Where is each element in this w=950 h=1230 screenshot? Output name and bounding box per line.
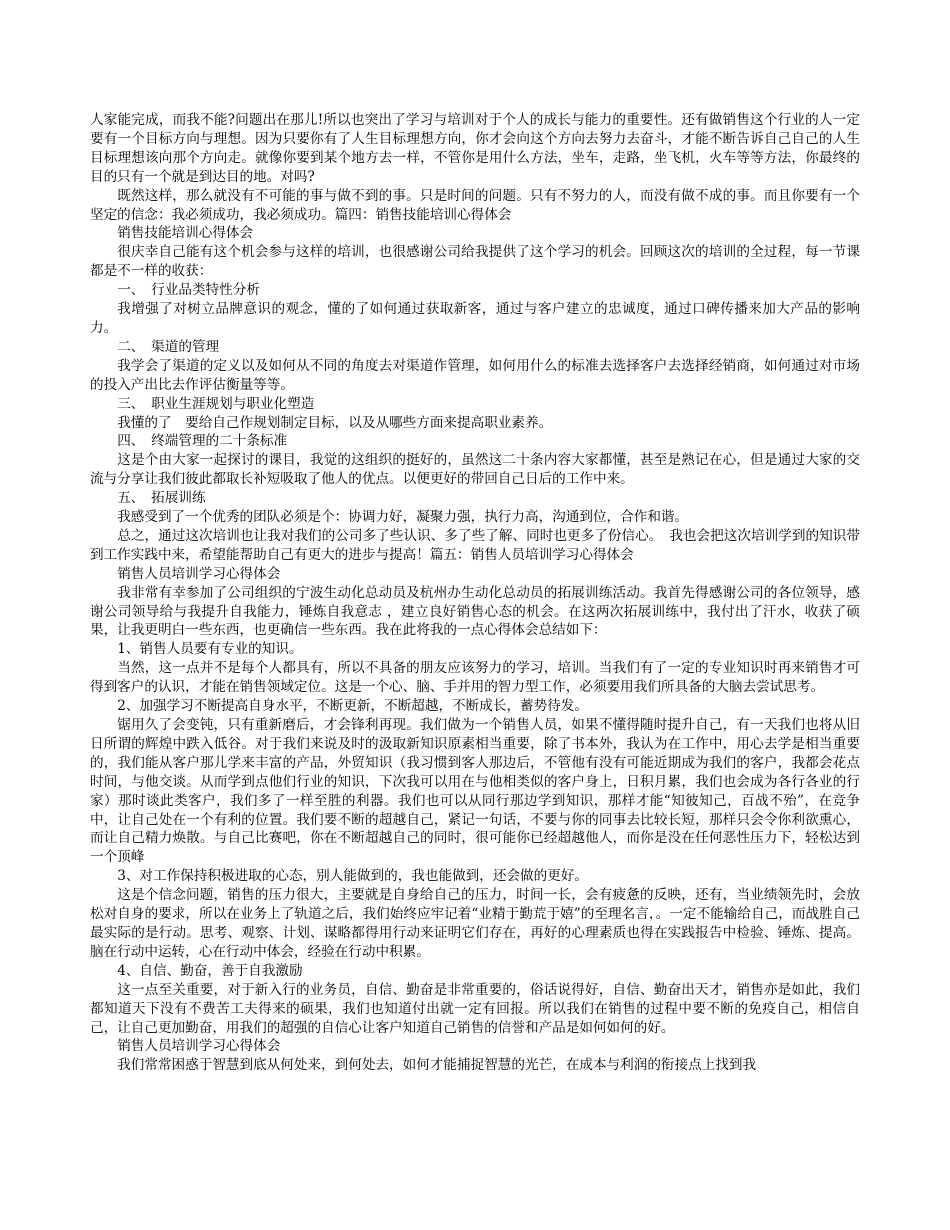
paragraph: 我感受到了一个优秀的团队必须是个：协调力好，凝聚力强，执行力高，沟通到位，合作和谐。 <box>117 509 689 526</box>
paragraph: 这是个由大家一起探讨的课目，我觉的这组织的挺好的，虽然这二十条内容大家都懂，甚至是熟记在心，但是通过大家的交流与分享让我们彼此都取长补短吸取了他人的优点。以便更好的带回自己日后的工作中来。 <box>90 452 860 488</box>
paragraph: 我非常有幸参加了公司组织的宁波生动化总动员及杭州办生动化总动员的拓展训练活动。我首先得感谢公司的各位领导，感谢公司领导给与我提升自我能力，锤炼自我意志 ，建立良好销售心态的机会。在这两次拓展训练中，我付出了汗水，收获了硕果，让我更明白一些东西，也更确信一些东西。我在此将我的一点心得体会总结如下： <box>90 584 860 639</box>
paragraph: 2、加强学习不断提高自身水平，不断更新，不断超越，不断成长，蓄势待发。 <box>117 698 589 715</box>
paragraph: 锯用久了会变钝，只有重新磨后，才会锋利再现。我们做为一个销售人员，如果不懂得随时提升自己，有一天我们也将从旧日所谓的辉煌中跌入低谷。对于我们来说及时的汲取新知识原素相当重要，除了书本外，我认为在工作中，用心去学是相当重要的，我们能从客户那儿学来丰富的产品，外贸知识（我习惯到客人那边后，不管他有没有可能近期成为我们的客户，我都会花点时间，与他交谈。从而学到点他们行业的知识，下次我可以用在与他相类似的客户身上，日积月累，我们也会成为各行各业的行家）那时谈此类客户，我们多了一样至胜的利器。我们也可以从同行那边学到知识，那样才能“知彼知己，百战不殆”，在竞争中，让自己处在一个有利的位置。我们要不断的超越自己，紧记一句话，不要与你的同事去比较长短，那样只会令你利欲熏心，而让自己精力焕散。与自己比赛吧，你在不断超越自己的同时，很可能你已经超越他人，而你是没在任何恶性压力下，轻松达到一个顶峰 <box>90 717 860 866</box>
paragraph: 这一点至关重要，对于新入行的业务员，自信、勤奋是非常重要的，俗话说得好，自信、勤奋出天才，销售亦是如此，我们都知道天下没有不费苦工夫得来的硕果，我们也知道付出就一定有回报。所以我们在销售的过程中要不断的免疫自己，相信自己，让自己更加勤奋，用我们的超强的自信心让客户知道自己销售的信誉和产品是如何如何的好。 <box>90 981 860 1036</box>
paragraph: 很庆幸自己能有这个机会参与这样的培训，也很感谢公司给我提供了这个学习的机会。回顾这次的培训的全过程，每一节课都是不一样的收获： <box>90 244 860 280</box>
paragraph: 人家能完成，而我不能?问题出在那儿!所以也突出了学习与培训对于个人的成长与能力的重要性。还有做销售这个行业的人一定要有一个目标方向与理想。因为只要你有了人生目标理想方向，你才会向这个方向去努力去奋斗，才能不断告诉自己自己的人生目标理想该向那个方向走。就像你要到某个地方去一样，不管你是用什么方法，坐车，走路，坐飞机，火车等等方法，你最终的目的只有一个就是到达目的地。对吗? <box>90 112 860 185</box>
paragraph: 销售技能培训心得体会 <box>117 225 254 242</box>
paragraph: 二、 渠道的管理 <box>117 338 220 355</box>
paragraph: 销售人员培训学习心得体会 <box>117 1038 281 1055</box>
paragraph: 4、自信、勤奋，善于自我激励 <box>117 962 303 979</box>
paragraph: 我懂的了 要给自己作规划制定目标，以及从哪些方面来提高职业素养。 <box>117 414 553 431</box>
paragraph: 我增强了对树立品牌意识的观念，懂的了如何通过获取新客，通过与客户建立的忠诚度，通过口碑传播来加大产品的影响力。 <box>90 301 860 336</box>
document-page <box>90 111 860 1075</box>
paragraph: 当然，这一点并不是每个人都具有，所以不具备的朋友应该努力的学习，培训。当我们有了一定的专业知识时再来销售才可得到客户的认识，才能在销售领域定位。这是一个心、脑、手并用的智力型工作，必须要用我们所具备的大脑去尝试思考。 <box>90 660 860 696</box>
paragraph: 四、 终端管理的二十条标准 <box>117 433 288 450</box>
paragraph: 既然这样，那么就没有不可能的事与做不到的事。只是时间的问题。只有不努力的人，而没有做不成的事。而且你要有一个坚定的信念：我必须成功，我必须成功。篇四：销售技能培训心得体会 <box>90 187 860 223</box>
paragraph: 一、 行业品类特性分析 <box>117 282 260 299</box>
paragraph: 销售人员培训学习心得体会 <box>117 565 281 582</box>
paragraph: 我们常常困惑于智慧到底从何处来，到何处去，如何才能捕捉智慧的光芒，在成本与利润的衔接点上找到我 <box>117 1057 757 1074</box>
paragraph: 这是个信念问题，销售的压力很大，主要就是自身给自己的压力，时间一长，会有疲惫的反映，还有，当业绩领先时，会放松对自身的要求，所以在业务上了轨道之后，我们始终应牢记着“业精于勤荒于嬉”的至理名言，。一定不能输给自己，而战胜自己最实际的是行动。思考、观察、计划、谋略都得用行动来证明它们存在，再好的心理素质也得在实践报告中检验、锤炼、提高。脑在行动中运转，心在行动中体会，经验在行动中积累。 <box>90 887 860 960</box>
paragraph: 3、对工作保持积极进取的心态，别人能做到的，我也能做到，还会做的更好。 <box>117 868 589 885</box>
paragraph: 三、 职业生涯规划与职业化塑造 <box>117 395 315 412</box>
paragraph: 1、销售人员要有专业的知识。 <box>117 641 303 658</box>
paragraph: 五、 拓展训练 <box>117 490 206 507</box>
paragraph: 总之，通过这次培训也让我对我们的公司多了些认识、多了些了解、同时也更多了份信心。 我也会把这次培训学到的知识带到工作实践中来，希望能帮助自己有更大的进步与提高！篇五：销售人员培训学习心得体会 <box>90 527 860 563</box>
paragraph: 我学会了渠道的定义以及如何从不同的角度去对渠道作管理，如何用什么的标准去选择客户去选择经销商，如何通过对市场的投入产出比去作评估衡量等等。 <box>90 357 860 393</box>
